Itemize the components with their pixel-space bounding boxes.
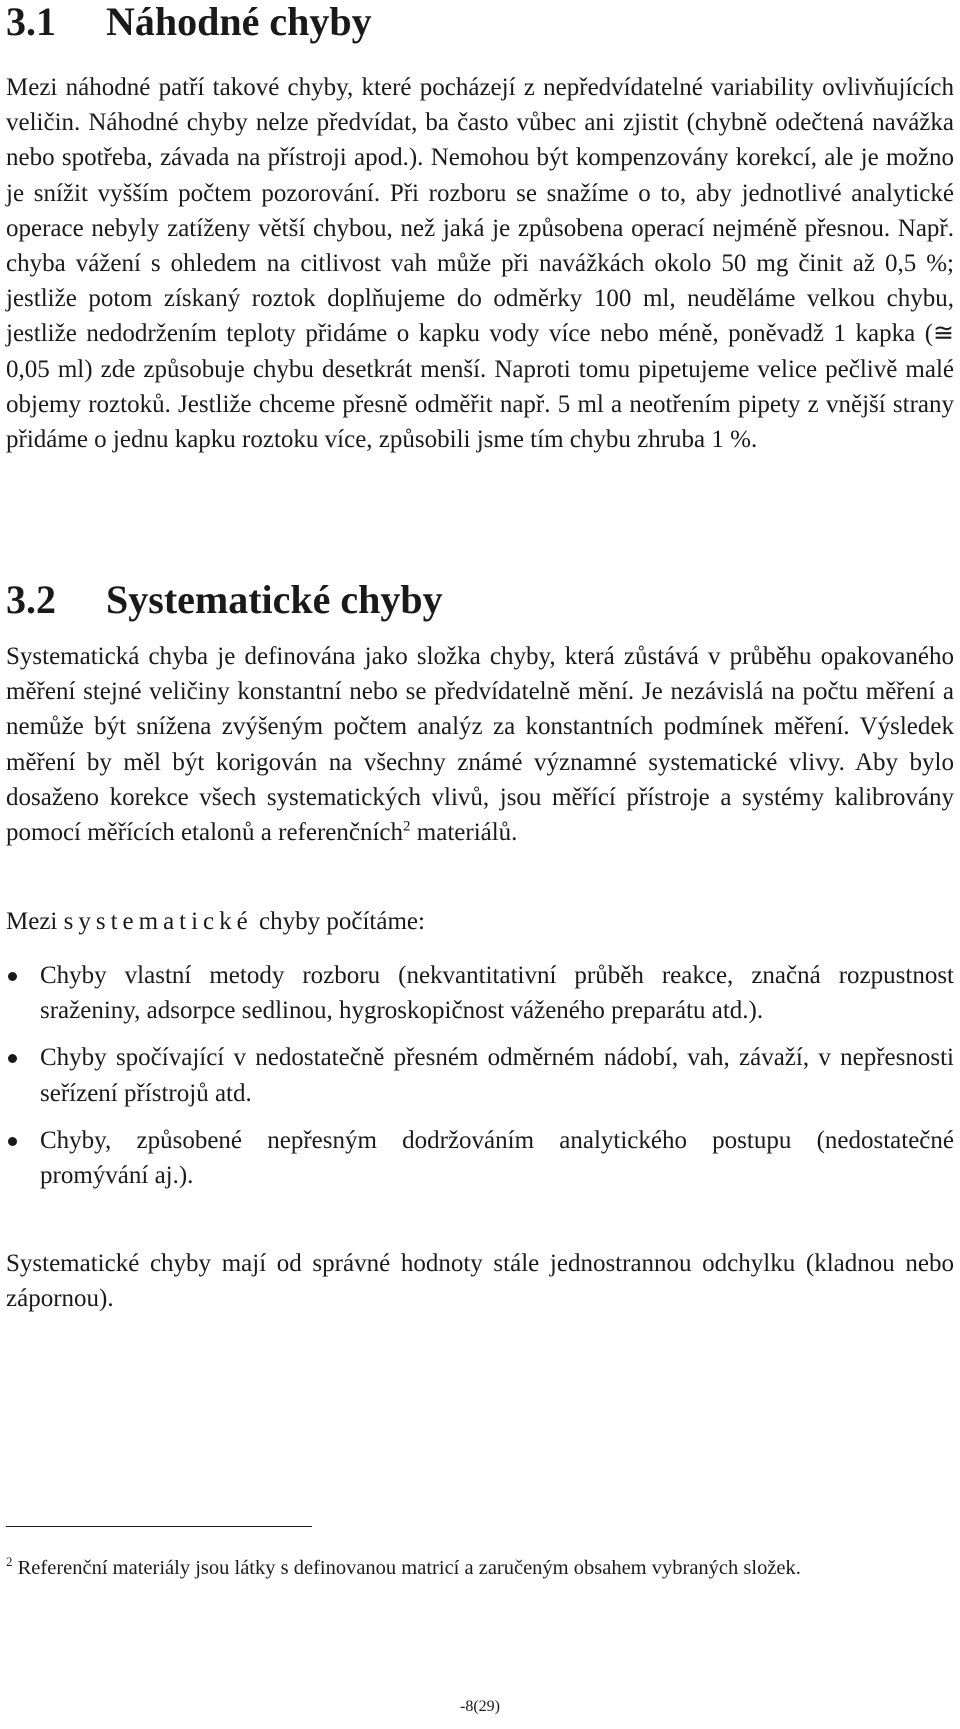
- section-number: 3.2: [6, 577, 56, 622]
- paragraph-text-end: materiálů.: [410, 819, 518, 847]
- list-intro: [6, 904, 954, 939]
- footnote-divider: [6, 1526, 312, 1527]
- footnote-text: Referenční materiály jsou látky s definovanou matricí a zaručeným obsahem vybraných složek.: [12, 1557, 801, 1579]
- list-item: [6, 958, 954, 1028]
- bullet-icon: [8, 1054, 17, 1063]
- list-item-text: Chyby, způsobené nepřesným dodržováním analytického postupu (nedostatečné promývání aj.).: [40, 1126, 954, 1190]
- section-heading-3-1: [6, 2, 372, 42]
- footnote-marker: 2: [6, 1554, 13, 1570]
- section-heading-3-2: [6, 577, 443, 622]
- paragraph-text: Systematická chyba je definována jako složka chyby, která zůstává v průběhu opakovaného měření stejné veličiny konstantní nebo se předvídatelně mění. Je nezávislá na počtu měření a nemůže být snížena zvýšeným počtem analýz za konstantních podmínek měření. Výsledek měření by měl být korigován na všechny známé významné systematické vlivy. Aby bylo dosaženo korekce všech systematických vlivů, jsou měřící přístroje a systémy kalibrovány pomocí měřících etalonů a referenčních: [6, 643, 954, 847]
- list-item-text: Chyby vlastní metody rozboru (nekvantitativní průběh reakce, značná rozpustnost sraženiny, adsorpce sedlinou, hygroskopičnost váženého preparátu atd.).: [40, 962, 954, 1025]
- list-intro-text: Mezi: [6, 908, 64, 935]
- bullet-icon: [8, 1137, 17, 1146]
- section-title: Systematické chyby: [106, 577, 443, 622]
- emphasized-word: systematické: [63, 908, 253, 935]
- section-2-paragraph: [6, 639, 954, 850]
- list-intro-text-end: chyby počítáme:: [252, 908, 425, 935]
- list-item: [6, 1123, 954, 1193]
- section-title: Náhodné chyby: [106, 0, 372, 44]
- bullet-icon: [8, 972, 17, 981]
- closing-paragraph: Systematické chyby mají od správné hodnoty stále jednostrannou odchylku (kladnou nebo zápornou).: [6, 1250, 954, 1313]
- footnote: [6, 1555, 954, 1582]
- list-item: [6, 1040, 954, 1110]
- list-item-text: Chyby spočívající v nedostatečně přesném odměrném nádobí, vah, závaží, v nepřesnosti seřízení přístrojů atd.: [40, 1044, 954, 1107]
- page-number: -8(29): [460, 1698, 500, 1715]
- error-types-list: [6, 958, 954, 1193]
- section-1-paragraph: Mezi náhodné patří takové chyby, které pocházejí z nepředvídatelné variability ovlivňujících veličin. Náhodné chyby nelze předvídat, ba často vůbec ani zjistit (chybně odečtená navážka nebo spotřeba, závada na přístroji apod.). Nemohou být kompenzovány korekcí, ale je možno je snížit vyšším počtem pozorování. Při rozboru se snažíme o to, aby jednotlivé analytické operace nebyly zatíženy větší chybou, než jaká je způsobena operací nejméně přesnou. Např. chyba vážení s ohledem na citlivost vah může při navážkách okolo 50 mg činit až 0,5 %; jestliže potom získaný roztok doplňujeme do odměrky 100 ml, neuděláme velkou chybu, jestliže nedodržením teploty přidáme o kapku vody více nebo méně, poněvadž 1 kapka (≅ 0,05 ml) zde způsobuje chybu desetkrát menší. Naproti tomu pipetujeme velice pečlivě malé objemy roztoků. Jestliže chceme přesně odměřit např. 5 ml a neotřením pipety z vnější strany přidáme o jednu kapku roztoku více, způsobili jsme tím chybu zhruba 1 %.: [6, 74, 954, 454]
- section-number: 3.1: [6, 0, 56, 44]
- footnote-reference[interactable]: 2: [403, 818, 411, 835]
